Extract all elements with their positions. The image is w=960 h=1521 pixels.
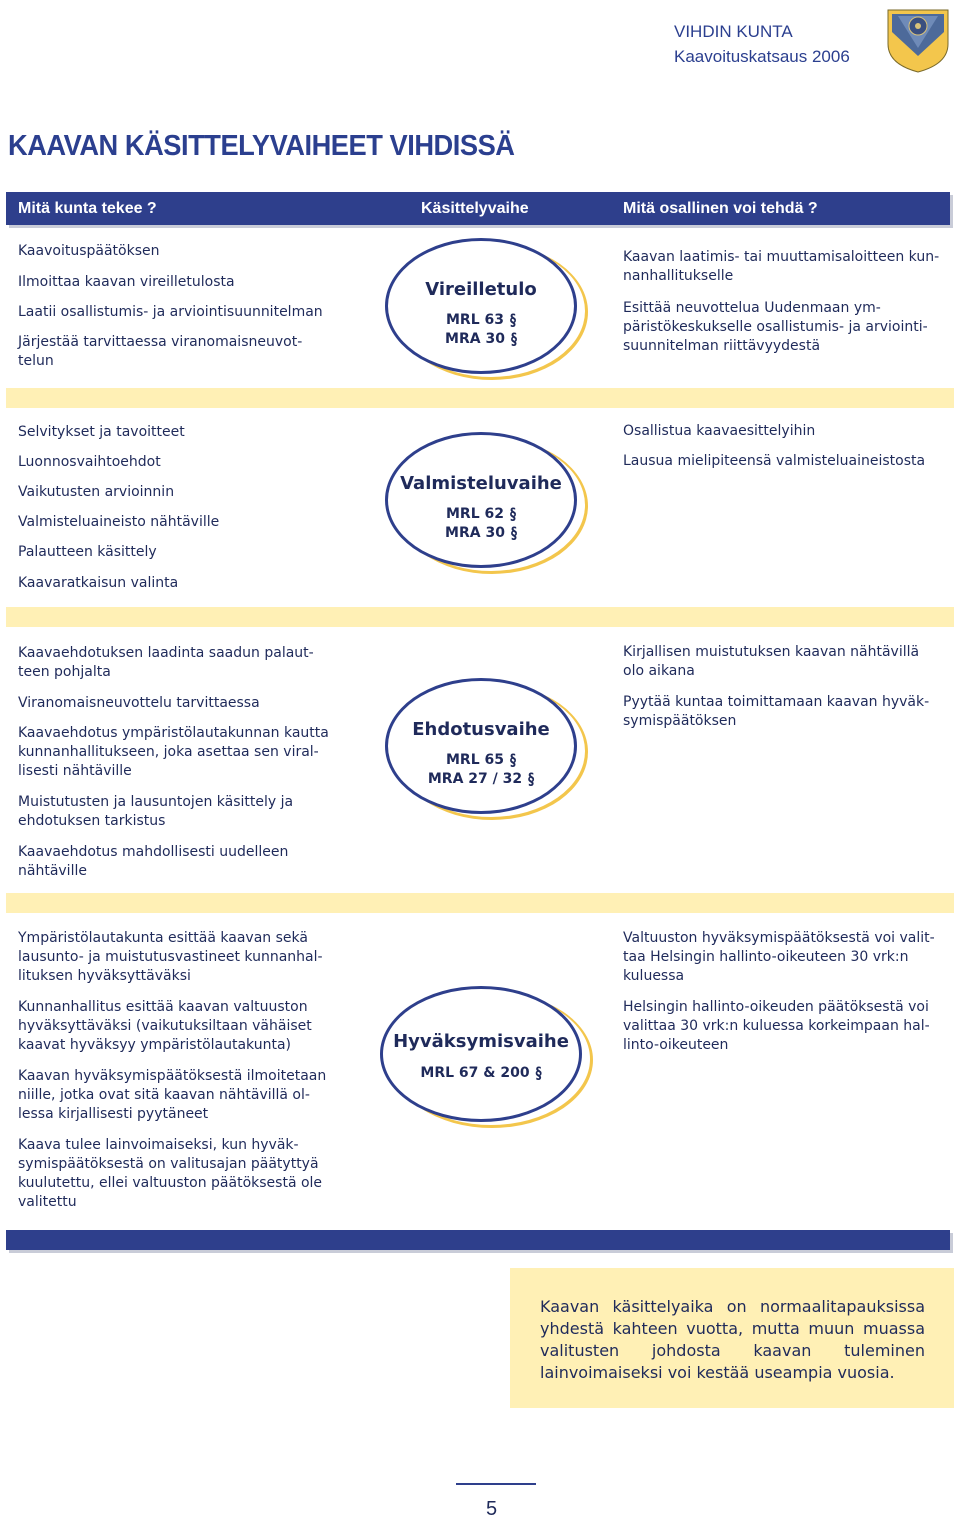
page-number: 5	[486, 1498, 498, 1520]
law-reference: MRL 62 §	[388, 505, 574, 524]
processing-time-note	[510, 1268, 954, 1408]
section-sign-icon: §	[510, 329, 517, 348]
municipality-action: Laatii osallistumis- ja arviointisuunnitelman	[18, 304, 323, 320]
column-header-participant: Mitä osallinen voi tehdä ?	[623, 200, 818, 217]
section-divider	[6, 607, 954, 627]
law-reference: MRL 67 & 200 §	[383, 1064, 579, 1083]
section-sign-icon: §	[510, 504, 516, 523]
law-reference: MRL 65 §	[388, 751, 574, 770]
municipality-action: Kaavoituspäätöksen	[18, 243, 160, 259]
municipality-action: Selvitykset ja tavoitteet	[18, 424, 185, 440]
municipality-action: Kunnanhallitus esittää kaavan valtuuston hyväksyttäväksi (vaikutuksiltaan vähäiset kaavat hyväksyy ympäristölautakunta)	[18, 999, 312, 1053]
municipality-action: Palautteen käsittely	[18, 544, 157, 560]
municipality-action: Luonnosvaihtoehdot	[18, 454, 161, 470]
column-header-municipality: Mitä kunta tekee ?	[18, 200, 157, 217]
municipality-action: Kaava tulee lainvoimaiseksi, kun hyväk- symispäätöksestä on valitusajan päätyttyä kuulutettu, ellei valtuuston päätöksestä ole valitettu	[18, 1137, 323, 1210]
column-header-bar	[6, 192, 950, 225]
publication-name: Kaavoituskatsaus 2006	[674, 47, 850, 66]
municipality-action: Kaavaehdotus ympäristölautakunnan kautta kunnanhallitukseen, joka asettaa sen viral- lisesti nähtäville	[18, 725, 329, 779]
municipality-action: Ympäristölautakunta esittää kaavan sekä lausunto- ja muistutusvastineet kunnanhal- lituksen hyväksyttäväksi	[18, 930, 323, 984]
municipality-action: Järjestää tarvittaessa viranomaisneuvot- telun	[18, 334, 303, 369]
law-reference: MRA 27 / 32 §	[388, 770, 574, 789]
page-number-rule	[456, 1483, 536, 1485]
section-sign-icon: §	[510, 523, 517, 542]
coat-of-arms-icon	[884, 4, 952, 74]
phase-circle-valmisteluvaihe	[385, 432, 577, 568]
law-reference: MRA 30 §	[388, 330, 574, 349]
page-title: KAAVAN KÄSITTELYVAIHEET VIHDISSÄ	[8, 130, 515, 162]
municipality-action: Kaavaehdotuksen laadinta saadun palaut- teen pohjalta	[18, 645, 314, 680]
municipality-action: Kaavaratkaisun valinta	[18, 575, 179, 591]
section-sign-icon: §	[535, 1063, 542, 1082]
organization-name: VIHDIN KUNTA	[674, 22, 793, 41]
section-sign-icon: §	[528, 769, 535, 788]
phase-circle-hyvaksymisvaihe	[380, 986, 582, 1122]
note-text: Kaavan käsittelyaika on normaalitapauksissa yhdestä kahteen vuotta, mutta muun muassa valitusten johdosta kaavan tuleminen lainvoimaiseksi voi kestää useampia vuosia.	[540, 1297, 925, 1382]
phase-name: Valmisteluvaihe	[400, 473, 562, 494]
participant-action: Lausua mielipiteensä valmisteluaineistosta	[623, 453, 926, 469]
municipality-action: Kaavaehdotus mahdollisesti uudelleen nähtäville	[18, 844, 289, 879]
municipality-action: Muistutusten ja lausuntojen käsittely ja ehdotuksen tarkistus	[18, 794, 294, 829]
phase-name: Hyväksymisvaihe	[393, 1031, 569, 1052]
footer-bar	[6, 1230, 950, 1250]
section-sign-icon: §	[510, 750, 516, 769]
participant-action: Helsingin hallinto-oikeuden päätöksestä voi valittaa 30 vrk:n kuluessa korkeimpaan hal- linto-oikeuteen	[623, 999, 930, 1053]
municipality-action: Viranomaisneuvottelu tarvittaessa	[18, 695, 260, 711]
column-header-phase: Käsittelyvaihe	[421, 200, 529, 217]
participant-action: Valtuuston hyväksymispäätöksestä voi valit- taa Helsingin hallinto-oikeuteen 30 vrk:n kuluessa	[623, 930, 935, 984]
phase-name: Ehdotusvaihe	[412, 719, 550, 740]
participant-action: Esittää neuvottelua Uudenmaan ym- päristökeskukselle osallistumis- ja arviointi- suunnitelman riittävyydestä	[623, 300, 928, 354]
participant-action: Kirjallisen muistutuksen kaavan nähtävillä olo aikana	[623, 644, 920, 679]
municipality-action: Valmisteluaineisto nähtäville	[18, 514, 220, 530]
phase-circle-vireilletulo	[385, 238, 577, 374]
section-sign-icon: §	[510, 310, 516, 329]
phase-circle-ehdotusvaihe	[385, 678, 577, 814]
participant-action: Kaavan laatimis- tai muuttamisaloitteen kun- nanhallitukselle	[623, 249, 940, 284]
phase-name: Vireilletulo	[425, 279, 537, 300]
municipality-action: Vaikutusten arvioinnin	[18, 484, 175, 500]
municipality-action: Kaavan hyväksymispäätöksestä ilmoitetaan niille, jotka ovat sitä kaavan nähtävillä ol- lessa kirjallisesti pyytäneet	[18, 1068, 327, 1122]
section-divider	[6, 388, 954, 408]
participant-action: Osallistua kaavaesittelyihin	[623, 423, 816, 439]
law-reference: MRL 63 §	[388, 311, 574, 330]
municipality-action: Ilmoittaa kaavan vireilletulosta	[18, 274, 235, 290]
participant-action: Pyytää kuntaa toimittamaan kaavan hyväk- symispäätöksen	[623, 694, 930, 729]
law-reference: MRA 30 §	[388, 524, 574, 543]
section-divider	[6, 893, 954, 913]
